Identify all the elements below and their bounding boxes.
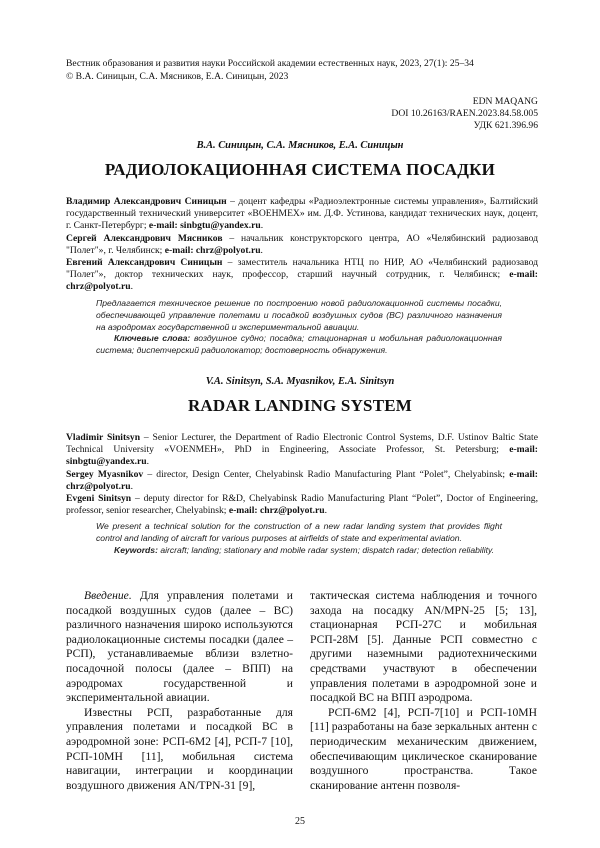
- author-name: Сергей Александрович Мясников: [66, 232, 223, 244]
- ru-affiliations: [66, 196, 538, 294]
- en-authors: V.A. Sinitsyn, S.A. Myasnikov, E.A. Sinitsyn: [205, 376, 395, 387]
- ru-abstract: Предлагается техническое решение по построению новой радиолокационной системы посадки, обеспечивающей управление полетами и посадкой воздушных судов (ВС) различного назначения на аэродромах государственной и экспериментальной авиации.: [96, 298, 502, 332]
- email-link[interactable]: chrz@polyot.ru: [195, 244, 261, 256]
- email-link[interactable]: chrz@polyot.ru: [66, 281, 131, 293]
- article-identifiers: [391, 96, 538, 132]
- author-name: Владимир Александрович Синицын: [66, 196, 227, 207]
- email-link[interactable]: sinbgtu@yandex.ru: [180, 220, 261, 232]
- en-affiliation-2: [66, 469, 538, 493]
- author-name: Evgeni Sinitsyn: [66, 493, 132, 505]
- email-label: e-mail:: [509, 269, 538, 281]
- author-name: Sergey Myasnikov: [66, 468, 144, 480]
- en-title: RADAR LANDING SYSTEM: [187, 396, 413, 415]
- en-affiliation-1: [66, 432, 538, 469]
- keywords-text: воздушное судно; посадка; стационарная и мобильная радиолокационная система; диспетчерский радиолокатор; достоверность обнаружения.: [96, 333, 502, 356]
- email-label: e-mail:: [509, 468, 539, 480]
- email-label: e-mail:: [228, 505, 260, 517]
- ru-keywords: [96, 333, 502, 357]
- paragraph-text: Для управления полетами и посадкой воздушных судов (далее – ВС) различного назначения широко используются радиолокационные системы посадки (далее – РСП), устанавливаемые вблизи взлетно-посадочной полосы (далее – ВПП) на аэродромах государственной и экспериментальной авиации.: [66, 589, 293, 705]
- affiliation-text: – deputy director for R&D, Chelyabinsk Radio Manufacturing Plant “Polet”, Doctor of Engineering, professor, senior researcher, Chelyabinsk;: [66, 493, 538, 517]
- affiliation-end: .: [130, 281, 134, 293]
- body-paragraph: тактическая система наблюдения и точного захода на посадку AN/MPN-25 [5; 13], стационарная РСП-27С и мобильная РСП-28М [5]. Данные РСП совместно с другими наземными радиотехническими средствами участвуют в обеспечении управления полетами в аэродромной зоне и посадкой ВС на ВПП аэродрома.: [310, 589, 537, 705]
- body-column-left: [66, 589, 293, 793]
- en-abstract-block: [96, 521, 502, 556]
- ru-affiliation-3: [66, 257, 538, 294]
- intro-label: Введение.: [84, 589, 132, 602]
- affiliation-end: .: [130, 480, 134, 492]
- author-name: Vladimir Sinitsyn: [66, 432, 141, 443]
- affiliation-text: – доцент кафедры «Радиоэлектронные системы управления», Балтийский государственный технический университет «ВОЕНМЕХ» им. Д.Ф. Устинова, кандидат технических наук, доцент, г. Санкт-Петербург;: [66, 196, 538, 232]
- email-label: e-mail:: [509, 444, 538, 456]
- en-affiliation-3: [66, 493, 538, 517]
- affiliation-end: .: [260, 220, 264, 232]
- email-link[interactable]: sinbgtu@yandex.ru: [66, 456, 147, 468]
- affiliation-text: – Senior Lecturer, the Department of Radio Electronic Control Systems, D.F. Ustinov Baltic State Technical University «VOENMEH», PhD in Engineering, Associate Professor, St. Petersburg;: [66, 432, 538, 456]
- affiliation-end: .: [146, 456, 150, 468]
- ru-title: РАДИОЛОКАЦИОННАЯ СИСТЕМА ПОСАДКИ: [104, 160, 496, 179]
- en-affiliations: [66, 432, 538, 517]
- keywords-label: Keywords:: [114, 544, 158, 555]
- affiliation-end: .: [324, 505, 328, 517]
- email-label: e-mail:: [164, 244, 196, 256]
- email-link[interactable]: chrz@polyot.ru: [259, 505, 325, 517]
- journal-line: Вестник образования и развития науки Российской академии естественных наук, 2023, 27(1): 25–34: [66, 58, 474, 69]
- email-label: e-mail:: [148, 220, 181, 232]
- body-paragraph: Известны РСП, разработанные для управления полетами и посадкой ВС в аэродромной зоне: РСП-6М2 [4], РСП-7 [10], РСП-10МН [11], мобильная система навигации, интеграции и координации воздушного движения AN/TPN-31 [9],: [66, 705, 293, 792]
- body-paragraph: [66, 589, 293, 706]
- ru-affiliation-1: [66, 196, 538, 233]
- en-abstract: We present a technical solution for the construction of a new radar landing system that provides flight control and landing of aircraft for various purposes at airfields of state and experimental aviation.: [96, 521, 502, 543]
- copyright-line: © В.А. Синицын, С.А. Мясников, Е.А. Синицын, 2023: [66, 70, 289, 82]
- keywords-text: aircraft; landing; stationary and mobile radar system; dispatch radar; detection reliability.: [157, 544, 495, 555]
- ru-abstract-block: [96, 298, 502, 357]
- page-number: 25: [295, 816, 305, 827]
- affiliation-text: – заместитель начальника НТЦ по НИР, АО «Челябинский радиозавод "Полет"», доктор технических наук, профессор, старший научный сотрудник, г. Челябинск;: [66, 257, 538, 281]
- body-column-right: [310, 589, 537, 793]
- affiliation-end: .: [260, 244, 263, 256]
- en-keywords: [96, 545, 502, 557]
- edn-id: EDN MAQANG: [472, 96, 538, 107]
- author-name: Евгений Александрович Синицын: [66, 257, 223, 269]
- affiliation-text: – начальник конструкторского центра, АО «Челябинский радиозавод "Полет"», г. Челябинск;: [66, 232, 538, 256]
- email-link[interactable]: chrz@polyot.ru: [66, 480, 131, 492]
- affiliation-text: – director, Design Center, Chelyabinsk Radio Manufacturing Plant “Polet”, Chelyabinsk;: [143, 468, 510, 480]
- ru-authors: В.А. Синицын, С.А. Мясников, Е.А. Синицын: [196, 140, 404, 151]
- body-paragraph: РСП-6М2 [4], РСП-7[10] и РСП-10МН [11] разработаны на базе зеркальных антенн с периодическим механическим движением, обеспечивающим циклическое сканирование воздушного пространства. Такое сканирование антенн позволя-: [310, 705, 537, 792]
- journal-header: [66, 58, 536, 83]
- udk-id: УДК 621.396.96: [473, 120, 538, 131]
- ru-affiliation-2: [66, 233, 538, 257]
- doi-id: DOI 10.26163/RAEN.2023.84.58.005: [391, 108, 538, 119]
- keywords-label: Ключевые слова:: [114, 333, 191, 344]
